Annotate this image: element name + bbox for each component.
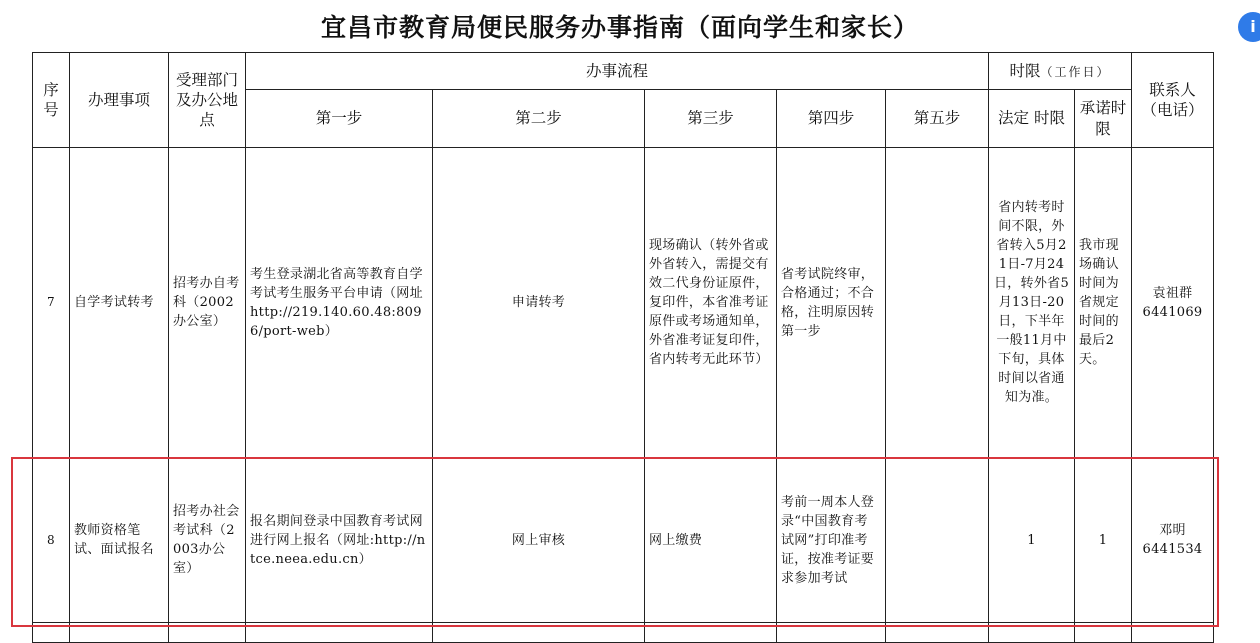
time-limit-label: 时限 [1009, 61, 1041, 80]
header-dept: 受理部门及办公地点 [169, 53, 246, 148]
row-step4: 考前一周本人登录“中国教育考试网”打印准考证，按准考证要求参加考试 [777, 458, 886, 623]
row-legal-limit: 省内转考时间不限，外省转入5月21日-7月24日，转外省5月13日-20日，下半年一般11月中下旬，具体时间以省通知为准。 [989, 148, 1075, 458]
row-dept: 招考办社会考试科（2003办公室） [169, 458, 246, 623]
row-seq: 7 [33, 148, 70, 458]
table-row [33, 458, 1214, 623]
contact-phone: 6441534 [1142, 542, 1203, 557]
service-guide-table [32, 52, 1214, 643]
row-step2: 申请转考 [433, 148, 645, 458]
row-step1: 报名期间登录中国教育考试网进行网上报名（网址:http://ntce.neea.edu.cn） [246, 458, 433, 623]
row-step1: 考生登录湖北省高等教育自学考试考生服务平台申请（网址http://219.140.60.48:8096/port-web） [246, 148, 433, 458]
row-promised-limit: 我市现场确认时间为省规定时间的最后2天。 [1075, 148, 1132, 458]
contact-phone: 6441069 [1142, 304, 1203, 320]
time-limit-unit: （工作日） [1040, 64, 1111, 79]
header-item: 办理事项 [70, 53, 169, 148]
row-step5 [886, 148, 989, 458]
header-step2: 第二步 [433, 90, 645, 148]
page-title: 宜昌市教育局便民服务办事指南（面向学生和家长） [320, 13, 919, 42]
row-promised-limit: 1 [1075, 458, 1132, 623]
row-item: 自学考试转考 [70, 148, 169, 458]
table-row-partial [33, 623, 1214, 643]
row-legal-limit: 1 [989, 458, 1075, 623]
header-row-1 [33, 53, 1214, 90]
row-step4: 省考试院终审，合格通过；不合格，注明原因转第一步 [777, 148, 886, 458]
header-contact: 联系人（电话） [1132, 53, 1214, 148]
row-item: 教师资格笔试、面试报名 [70, 458, 169, 623]
row-step3: 网上缴费 [645, 458, 777, 623]
info-badge-icon[interactable]: i [1238, 12, 1260, 42]
contact-name: 袁祖群 [1152, 285, 1193, 301]
header-step1: 第一步 [246, 90, 433, 148]
row-contact [1132, 458, 1214, 623]
header-legal-limit: 法定 时限 [989, 90, 1075, 148]
header-step5: 第五步 [886, 90, 989, 148]
row-step2: 网上审核 [433, 458, 645, 623]
header-time-limit [989, 53, 1132, 90]
row-dept: 招考办自考科（2002办公室） [169, 148, 246, 458]
row-step5 [886, 458, 989, 623]
contact-name: 邓明 [1159, 523, 1186, 538]
table-row [33, 148, 1214, 458]
row-contact [1132, 148, 1214, 458]
header-step4: 第四步 [777, 90, 886, 148]
header-step3: 第三步 [645, 90, 777, 148]
header-seq: 序号 [33, 53, 70, 148]
header-promised-limit: 承诺时限 [1075, 90, 1132, 148]
row-seq: 8 [33, 458, 70, 623]
row-step3: 现场确认（转外省或外省转入，需提交有效二代身份证原件，复印件，本省准考证原件或考场通知单，外省准考证复印件，省内转考无此环节） [645, 148, 777, 458]
header-process: 办事流程 [246, 53, 989, 90]
